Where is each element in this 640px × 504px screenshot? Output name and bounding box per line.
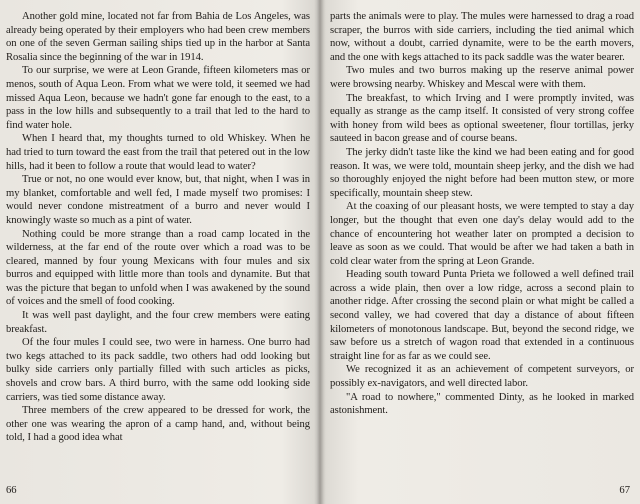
left-paragraph-3: When I heard that, my thoughts turned to old Whiskey. When he had tried to turn toward the east from the trail that petered out in the low hills, had it been to follow a route that would lead to water?: [6, 133, 310, 172]
right-paragraph-4: The jerky didn't taste like the kind we had been eating and for good reason. It was, we were told, mountain sheep jerky, and the dish we had so thoroughly enjoyed the night before had been mutton stew, or more specifically, mountain sheep stew.: [330, 146, 634, 199]
left-paragraph-1: Another gold mine, located not far from Bahia de Los Angeles, was already being operated by their employers who had been crew members on one of the seven German sailing ships tied up in the harbor at Santa Rosalia since the beginning of the war in 1914.: [6, 11, 310, 63]
right-paragraph-8: "A road to nowhere," commented Dinty, as he looked in marked astonishment.: [330, 391, 634, 417]
right-page-number: 67: [619, 485, 630, 496]
right-paragraph-2: Two mules and two burros making up the reserve animal power were browsing nearby. Whiskey and Mescal were with them.: [330, 65, 634, 90]
right-paragraph-5: At the coaxing of our pleasant hosts, we were tempted to stay a day longer, but the thought that even one day's delay would add to the chance of encountering hot weather later on prompted a decision to leave as soon as we could. That would be after we had taken a bath in cold clear water from the spring at Leon Grande.: [330, 201, 634, 267]
left-page-number: 66: [6, 485, 17, 496]
right-paragraph-1: parts the animals were to play. The mules were harnessed to drag a road scraper, the burros with side carriers, including the tied animal which now, without a doubt, carried dynamite, were to be the earth movers, and the one with kegs attached to its pack saddle was the water bearer.: [330, 11, 634, 63]
left-paragraph-5: Nothing could be more strange than a road camp located in the wilderness, at the far end of the route over which a road was to be cleared, manned by four young Mexicans with four mules and six burros and equipped with little more than tools and dynamite. But that was the picture that began to unfold when I was awakened by the sound of voices and the smell of food cooking.: [6, 228, 310, 308]
left-paragraph-6: It was well past daylight, and the four crew members were eating breakfast.: [6, 310, 310, 335]
left-paragraph-8: Three members of the crew appeared to be dressed for work, the other one was wearing the apron of a camp hand, and, without being told, I had a good idea what: [6, 405, 310, 444]
right-paragraph-3: The breakfast, to which Irving and I were promptly invited, was equally as strange as the camp itself. It consisted of very strong coffee with honey from wild bees as optional sweetener, flour tortillas, jerky sauteed in bacon grease and of course beans.: [330, 92, 634, 145]
right-paragraph-7: We recognized it as an achievement of competent surveyors, or possibly ex-navigators, and well directed labor.: [330, 364, 634, 390]
left-paragraph-7: Of the four mules I could see, two were in harness. One burro had two kegs attached to its pack saddle, two others had odd looking but bulky side carriers only partially filled with such articles as picks, shovels and crow bars. A third burro, with the same odd looking side carriers, was tied some distance away.: [6, 337, 310, 403]
left-paragraph-4: True or not, no one would ever know, but, that night, when I was in my blanket, comfortable and well fed, I made myself two promises: I would never condone mistreatment of a burro and never would I knowingly waste so much as a pint of water.: [6, 174, 310, 226]
right-paragraph-6: Heading south toward Punta Prieta we followed a well defined trail across a wide plain, then over a low ridge, across a second plain to another ridge. After crossing the second plain or what might be called a second valley, we had covered that day a distance of about fifteen kilometers of monotonous landscape. But, beyond the second ridge, we saw before us a stretch of wagon road that extended in a continuous straight line for as far as we could see.: [330, 269, 634, 362]
left-paragraph-2: To our surprise, we were at Leon Grande, fifteen kilometers mas or menos, south of Aqua Leon. From what we were told, it seemed we had missed Aqua Leon, because we hadn't gone far enough to the east, to a pass in the low hills and subsequently to a trail that led to the hard to find water hole.: [6, 65, 310, 131]
right-page: [320, 0, 640, 504]
